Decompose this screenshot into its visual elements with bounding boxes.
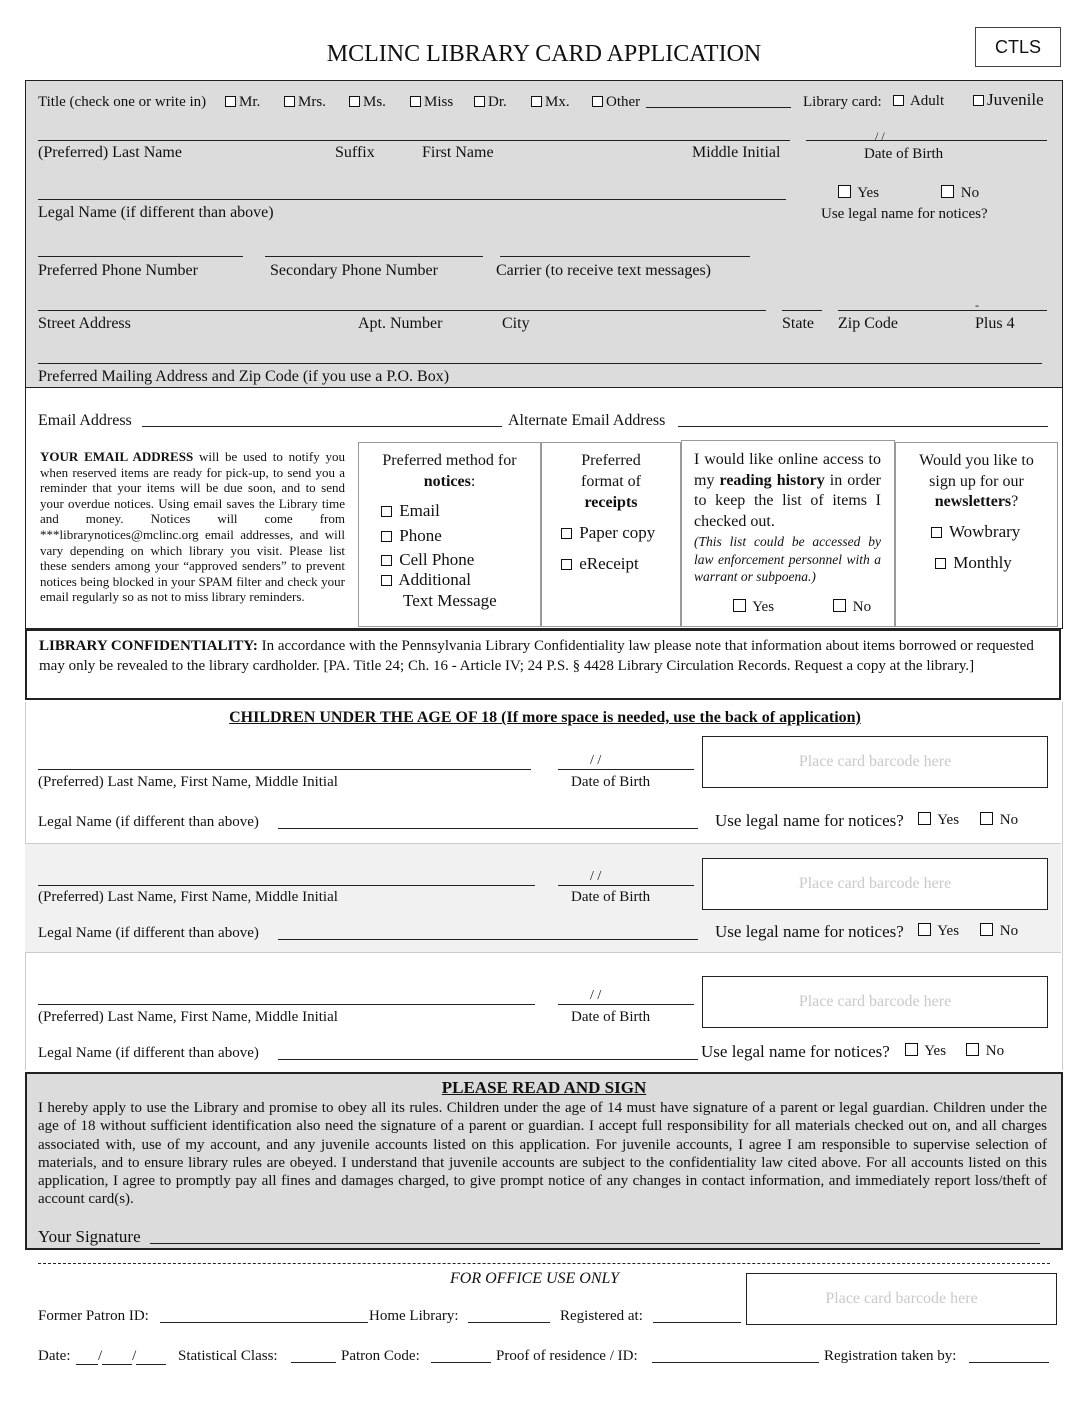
receipt-paper[interactable] <box>561 524 655 542</box>
child1-barcode-box <box>702 736 1048 788</box>
notice-cell-label: Cell Phone <box>399 550 475 569</box>
office-heading: FOR OFFICE USE ONLY <box>450 1270 620 1287</box>
former-id-field[interactable] <box>160 1322 368 1323</box>
checkbox-icon[interactable] <box>381 575 392 586</box>
child3-yes-label: Yes <box>924 1043 947 1059</box>
checkbox-icon[interactable] <box>935 558 946 569</box>
news-monthly-label: Monthly <box>953 553 1012 572</box>
dob-slashes: / / <box>875 129 885 143</box>
email-label: Email Address <box>38 412 132 429</box>
date-label: Date: <box>38 1348 71 1364</box>
legal-name-label: Legal Name (if different than above) <box>38 204 274 221</box>
child1-dob-field[interactable] <box>558 769 694 770</box>
child1-yes[interactable] <box>918 811 959 829</box>
title-mx[interactable] <box>531 93 570 111</box>
checkbox-icon[interactable] <box>561 528 572 539</box>
former-id-label: Former Patron ID: <box>38 1308 149 1324</box>
stat-class-label: Statistical Class: <box>178 1348 278 1364</box>
card-juvenile-label: Juvenile <box>987 90 1044 109</box>
plus4-label: Plus 4 <box>975 315 1015 332</box>
notice-email[interactable] <box>381 502 440 520</box>
child2-name-field[interactable] <box>38 885 535 886</box>
stat-class-field[interactable] <box>291 1362 336 1363</box>
dob-label: Date of Birth <box>864 146 944 162</box>
history-yes[interactable] <box>733 598 774 616</box>
registered-at-label: Registered at: <box>560 1308 643 1324</box>
child3-yes[interactable] <box>905 1042 946 1060</box>
title-mr-label: Mr. <box>239 94 261 110</box>
child3-name-field[interactable] <box>38 1004 535 1005</box>
child2-name-label: (Preferred) Last Name, First Name, Middle Initial <box>38 889 338 905</box>
checkbox-icon[interactable] <box>733 599 746 612</box>
checkbox-icon[interactable] <box>905 1043 918 1056</box>
receipts-title-bold: receipts <box>584 494 638 511</box>
checkbox-icon[interactable] <box>941 185 954 198</box>
child3-no[interactable] <box>966 1042 1004 1060</box>
child1-yes-label: Yes <box>937 812 960 828</box>
child1-use-legal: Use legal name for notices? <box>715 811 904 830</box>
proof-label: Proof of residence / ID: <box>496 1348 638 1364</box>
card-juvenile[interactable] <box>973 91 1044 109</box>
notice-phone-label: Phone <box>399 526 442 545</box>
receipts-title-1: Preferred <box>581 452 641 469</box>
notice-additional[interactable] <box>381 571 471 589</box>
child1-barcode-label: Place card barcode here <box>798 753 952 770</box>
children-heading: CHILDREN UNDER THE AGE OF 18 (If more space is needed, use the back of application) <box>229 709 861 726</box>
news-bold: newsletters <box>934 493 1012 510</box>
checkbox-icon[interactable] <box>980 923 993 936</box>
child3-no-label: No <box>985 1043 1005 1059</box>
child1-dob-slashes: / / <box>590 753 602 768</box>
child2-no[interactable] <box>980 922 1018 940</box>
pref-phone-label: Preferred Phone Number <box>38 262 198 279</box>
checkbox-icon[interactable] <box>561 559 572 570</box>
child2-dob-field[interactable] <box>558 885 694 886</box>
news-wowbrary-label: Wowbrary <box>948 522 1021 541</box>
child1-dob-label: Date of Birth <box>571 774 651 790</box>
checkbox-icon[interactable] <box>980 812 993 825</box>
email-field[interactable] <box>142 426 502 427</box>
checkbox-icon[interactable] <box>918 923 931 936</box>
checkbox-icon[interactable] <box>531 96 542 107</box>
child3-use-legal: Use legal name for notices? <box>701 1042 890 1061</box>
street-field[interactable] <box>38 310 766 311</box>
child2-yes[interactable] <box>918 922 959 940</box>
checkbox-icon[interactable] <box>225 96 236 107</box>
checkbox-icon[interactable] <box>838 185 851 198</box>
child2-dob-slashes: / / <box>590 869 602 884</box>
child2-use-legal: Use legal name for notices? <box>715 922 904 941</box>
home-library-field[interactable] <box>468 1322 550 1323</box>
checkbox-icon[interactable] <box>381 531 392 542</box>
notice-text-message: Text Message <box>403 591 497 610</box>
pref-phone-field[interactable] <box>38 256 243 257</box>
checkbox-icon[interactable] <box>381 555 392 566</box>
state-field[interactable] <box>782 310 822 311</box>
legal-yes[interactable] <box>838 184 879 202</box>
page-title: MCLINC LIBRARY CARD APPLICATION <box>326 41 762 67</box>
child3-dob-slashes: / / <box>590 988 602 1003</box>
email-notice-bold: YOUR EMAIL ADDRESS <box>40 449 194 464</box>
alt-email-field[interactable] <box>678 426 1048 427</box>
ctls-box <box>975 27 1061 67</box>
notices-colon: : <box>470 473 476 490</box>
receipt-paper-label: Paper copy <box>579 523 656 542</box>
title-other-field[interactable] <box>646 107 791 108</box>
child1-no-label: No <box>999 812 1019 828</box>
title-miss[interactable] <box>410 93 453 111</box>
receipt-ereceipt[interactable] <box>561 555 639 573</box>
sign-heading: PLEASE READ AND SIGN <box>441 1078 647 1097</box>
history-no[interactable] <box>833 598 871 616</box>
checkbox-icon[interactable] <box>918 812 931 825</box>
history-text <box>694 450 881 586</box>
taken-by-label: Registration taken by: <box>824 1348 957 1364</box>
history-note: (This list could be accessed by law enforcement personnel with a warrant or subpoena.) <box>694 534 881 584</box>
history-yes-label: Yes <box>752 599 775 615</box>
email-notice <box>40 449 345 605</box>
child1-name-field[interactable] <box>38 769 531 770</box>
checkbox-icon[interactable] <box>592 96 603 107</box>
mailing-label: Preferred Mailing Address and Zip Code (if you use a P.O. Box) <box>38 368 450 385</box>
child3-dob-label: Date of Birth <box>571 1009 651 1025</box>
legal-name-field[interactable] <box>38 199 786 200</box>
title-dr-label: Dr. <box>488 94 507 110</box>
title-other[interactable] <box>592 93 640 111</box>
carrier-field[interactable] <box>500 256 750 257</box>
legal-yes-label: Yes <box>857 185 880 201</box>
first-name-label: First Name <box>422 144 494 161</box>
title-other-label: Other <box>606 94 641 110</box>
card-adult[interactable] <box>893 92 944 110</box>
city-label: City <box>502 315 530 332</box>
history-bold: reading history <box>719 471 825 489</box>
checkbox-icon[interactable] <box>833 599 846 612</box>
notice-additional-label: Additional <box>398 570 472 589</box>
child1-legal-field[interactable] <box>278 828 698 829</box>
patron-code-label: Patron Code: <box>341 1348 420 1364</box>
child2-yes-label: Yes <box>937 923 960 939</box>
legal-no[interactable] <box>941 184 979 202</box>
title-ms-label: Ms. <box>363 94 386 110</box>
use-legal-label: Use legal name for notices? <box>821 206 988 222</box>
legal-no-label: No <box>960 185 980 201</box>
street-label: Street Address <box>38 315 131 332</box>
child1-legal-label: Legal Name (if different than above) <box>38 814 259 830</box>
checkbox-icon[interactable] <box>966 1043 979 1056</box>
title-mrs-label: Mrs. <box>298 94 326 110</box>
date-month[interactable] <box>76 1350 98 1365</box>
apt-label: Apt. Number <box>358 315 443 332</box>
title-mrs[interactable] <box>284 93 326 111</box>
news-wowbrary[interactable] <box>931 523 1020 541</box>
news-post: ? <box>1011 493 1019 510</box>
child2-dob-label: Date of Birth <box>571 889 651 905</box>
history-pre: I would like online access to my <box>694 451 881 489</box>
date-day[interactable] <box>102 1350 132 1365</box>
child1-no[interactable] <box>980 811 1018 829</box>
plus4-dash: - <box>975 298 979 312</box>
child3-dob-field[interactable] <box>558 1004 694 1005</box>
taken-by-field[interactable] <box>969 1362 1049 1363</box>
notice-email-label: Email <box>399 501 440 520</box>
date-field[interactable]: / / <box>76 1347 166 1365</box>
middle-initial-label: Middle Initial <box>692 144 781 161</box>
mailing-field[interactable] <box>38 363 1042 364</box>
child3-barcode-label: Place card barcode here <box>798 993 952 1010</box>
patron-code-field[interactable] <box>431 1362 491 1363</box>
applicant-section <box>25 80 1063 388</box>
zip-field[interactable] <box>838 310 1047 311</box>
confidentiality-label: LIBRARY CONFIDENTIALITY: <box>39 638 258 654</box>
notices-title: Preferred method for <box>382 452 517 469</box>
child1-name-label: (Preferred) Last Name, First Name, Middle Initial <box>38 774 338 790</box>
date-year[interactable] <box>136 1350 166 1365</box>
checkbox-icon[interactable] <box>893 95 904 106</box>
child3-legal-field[interactable] <box>278 1059 698 1060</box>
name-field[interactable] <box>38 140 790 141</box>
receipt-ereceipt-label: eReceipt <box>579 554 639 573</box>
confidentiality-text <box>39 637 1039 676</box>
home-library-label: Home Library: <box>369 1308 459 1324</box>
suffix-label: Suffix <box>335 144 375 161</box>
card-adult-label: Adult <box>909 93 945 109</box>
child2-legal-field[interactable] <box>278 939 698 940</box>
registered-at-field[interactable] <box>653 1322 741 1323</box>
title-ms[interactable] <box>349 93 386 111</box>
child2-barcode-box <box>702 858 1048 910</box>
sign-text: I hereby apply to use the Library and promise to obey all its rules. Children under the age of 14 must have signature of a parent or legal guardian. Children under the age of 18 without sufficient identification also need the signature of a parent or guardian. I accept full responsibility for all materials checked out on, and all charges associated with, use of my account, and any juvenile accounts listed on this application. For juvenile accounts, I agree I am responsible to supervise selection of materials, and to ensure library rules are obeyed. I understand that juvenile accounts are subject to the confidentiality law cited above. For all accounts listed on this application, I agree to promptly pay all fines and damages charged, to give prompt notice of any changes in contact information, and immediately report loss/theft of account card(s). <box>38 1100 1047 1208</box>
zip-label: Zip Code <box>838 315 898 332</box>
notice-cell[interactable] <box>381 551 474 569</box>
receipts-title-2: format of <box>581 473 641 490</box>
checkbox-icon[interactable] <box>410 96 421 107</box>
ctls-label: CTLS <box>994 36 1041 57</box>
proof-field[interactable] <box>652 1362 819 1363</box>
history-post: in order to keep the list of items I checked out. <box>694 471 881 530</box>
checkbox-icon[interactable] <box>474 96 485 107</box>
last-name-label: (Preferred) Last Name <box>38 144 182 161</box>
checkbox-icon[interactable] <box>349 96 360 107</box>
title-label: Title (check one or write in) <box>38 94 207 110</box>
dob-field[interactable] <box>806 140 1047 141</box>
title-mx-label: Mx. <box>545 94 570 110</box>
library-card-label: Library card: <box>803 94 882 110</box>
child2-barcode-label: Place card barcode here <box>798 875 952 892</box>
checkbox-icon[interactable] <box>381 506 392 517</box>
office-barcode-label: Place card barcode here <box>825 1290 978 1307</box>
news-monthly[interactable] <box>935 554 1012 572</box>
notices-title-bold: notices <box>423 473 471 490</box>
title-dr[interactable] <box>474 93 507 111</box>
office-divider <box>38 1263 1050 1264</box>
title-mr[interactable] <box>225 93 260 111</box>
confidentiality-body: In accordance with the Pennsylvania Library Confidentiality law please note that information about items borrowed or requested may only be revealed to the library cardholder. [PA. Title 24; Ch. 16 - Article IV; 24 P.S. § 4428 Library Circulation Records. Request a copy at the library.] <box>39 638 1034 674</box>
sec-phone-field[interactable] <box>265 256 483 257</box>
checkbox-icon[interactable] <box>973 95 984 106</box>
signature-field[interactable] <box>150 1243 1040 1244</box>
office-barcode-box <box>746 1273 1057 1325</box>
checkbox-icon[interactable] <box>284 96 295 107</box>
alt-email-label: Alternate Email Address <box>508 412 666 429</box>
news-pre: Would you like to sign up for our <box>919 452 1034 490</box>
notice-phone[interactable] <box>381 527 442 545</box>
child3-legal-label: Legal Name (if different than above) <box>38 1045 259 1061</box>
signature-label: Your Signature <box>38 1227 141 1246</box>
title-miss-label: Miss <box>424 94 454 110</box>
child3-name-label: (Preferred) Last Name, First Name, Middle Initial <box>38 1009 338 1025</box>
carrier-label: Carrier (to receive text messages) <box>496 262 712 279</box>
child2-no-label: No <box>999 923 1019 939</box>
state-label: State <box>782 315 814 332</box>
sec-phone-label: Secondary Phone Number <box>270 262 438 279</box>
child3-barcode-box <box>702 976 1048 1028</box>
history-no-label: No <box>852 599 872 615</box>
email-notice-text: will be used to notify you when reserved items are ready for pick-up, to send you a reminder that your items will be due soon, and to send your overdue notices. Using email saves the Library time and money. Notices will come from ***librarynotices@mclinc.org email addresses, and will vary depending on which library you visit. Please list these senders among your “approved senders” to prevent notices being blocked in your SPAM filter and check your email regularly so as not to miss library reminders. <box>40 449 345 605</box>
checkbox-icon[interactable] <box>931 527 942 538</box>
child2-legal-label: Legal Name (if different than above) <box>38 925 259 941</box>
